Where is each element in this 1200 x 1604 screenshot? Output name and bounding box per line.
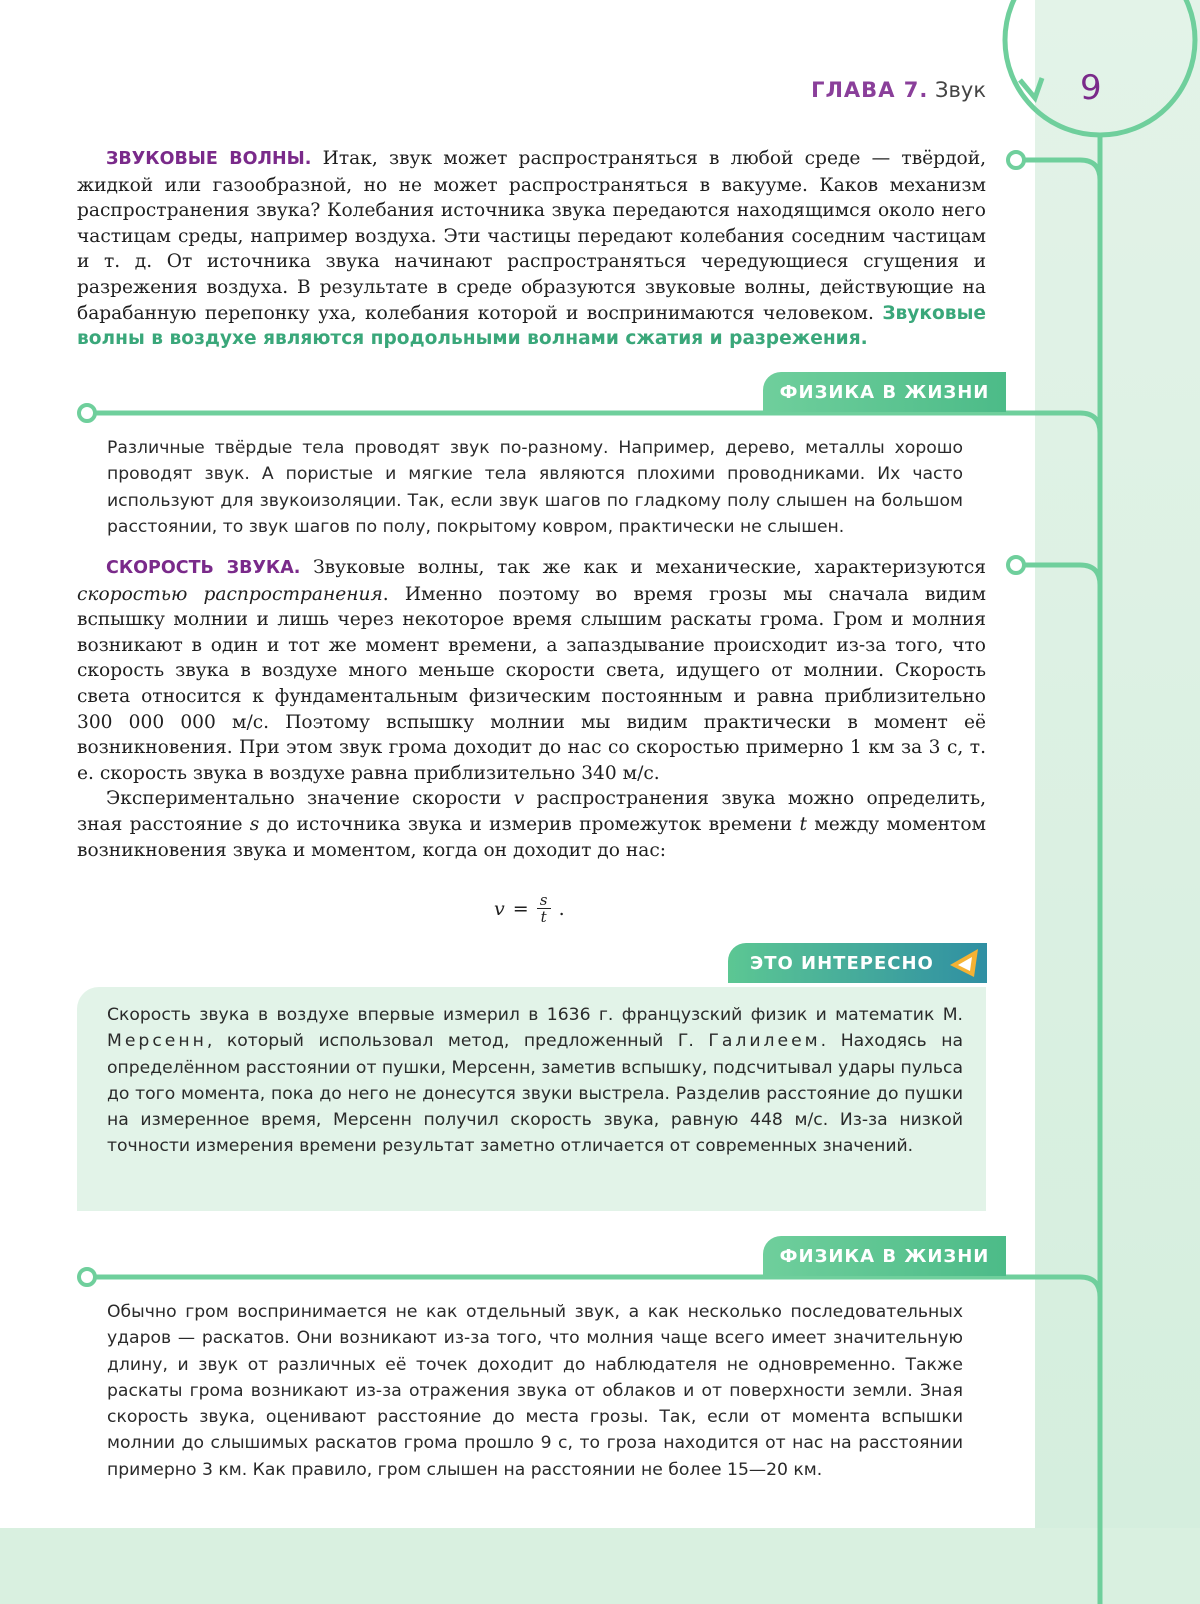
formula-equals: = bbox=[512, 897, 529, 920]
chapter-title: Звук bbox=[935, 78, 986, 102]
text: Скорость звука в воздухе впервые измерил в 1636 г. французский физик и математик М. bbox=[107, 1005, 963, 1025]
text: , который использовал метод, предложенный Г. bbox=[206, 1031, 709, 1052]
physics-in-life-badge: ФИЗИКА В ЖИЗНИ bbox=[763, 1236, 1006, 1276]
speed-formula bbox=[494, 892, 565, 925]
formula-period: . bbox=[558, 897, 565, 920]
bullet-icon bbox=[79, 405, 95, 421]
physics-in-life-badge: ФИЗИКА В ЖИЗНИ bbox=[763, 372, 1006, 412]
fraction bbox=[537, 892, 551, 925]
key-statement: Звуковые волны в воздухе являются продольными волнами сжатия и разрежения. bbox=[77, 302, 986, 350]
text: . Находясь на определённом расстоянии от пушки, Мерсенн, заметив вспышку, подсчитывал удары пульса до того момента, пока до него не донесутся звуки выстрела. Разделив расстояние до пушки на измеренное время, Мерсенн получил скорость звука, равную 448 м/с. Из-за низкой точности измерения времени результат заметно отличается от современных значений. bbox=[107, 1031, 963, 1157]
section-sound-waves bbox=[77, 146, 986, 352]
paragraph-text: . Именно поэтому во время грозы мы сначала видим вспышку молнии и лишь через некоторое время слышим раскаты грома. Гром и молния возникают в один и тот же момент времени, а запаздывание происходит из-за того, что скорость звука в воздухе много меньше скорости света, идущего от молнии. Скорость света относится к фундаментальным физическим постоянным и равна приблизительно 300 000 000 м/с. Поэтому вспышку молнии мы видим практически в момент её возникновения. При этом звук грома доходит до нас со скоростью примерно 1 км за 3 с, т. е. скорость звука в воздухе равна приблизительно 340 м/с. bbox=[77, 583, 986, 784]
var-s: s bbox=[249, 813, 260, 835]
impossible-triangle-icon bbox=[946, 947, 982, 979]
italic-term: скоростью распространения bbox=[77, 583, 383, 605]
page-number: 9 bbox=[1080, 68, 1102, 108]
paragraph-text: до источника звука и измерив промежуток времени bbox=[259, 813, 800, 835]
physics-in-life-text: Различные твёрдые тела проводят звук по-разному. Например, дерево, металлы хорошо проводят звук. А пористые и мягкие тела являются плохими проводниками. Их часто используют для звукоизоляции. Так, если звук шагов по гладкому полу слышен на большом расстоянии, то звук шагов по полу, покрытому ковром, практически не слышен. bbox=[107, 438, 963, 537]
bullet-icon bbox=[1008, 557, 1024, 573]
bullet-icon bbox=[1008, 152, 1024, 168]
physics-in-life-text: Обычно гром воспринимается не как отдельный звук, а как несколько последовательных ударов — раскатов. Они возникают из-за того, что молния чаще всего имеет значительную длину, и звук от различных её точек доходит до наблюдателя не одновременно. Также раскаты грома возникают из-за отражения звука от облаков и от поверхности земли. Зная скорость звука, оценивают расстояние до места грозы. Так, если от момента вспышки молнии до слышимых раскатов грома прошло 9 с, то гроза находится от нас на расстоянии примерно 3 км. Как правило, гром слышен на расстоянии не более 15—20 км. bbox=[107, 1302, 963, 1480]
section-speed-of-sound bbox=[77, 555, 986, 863]
var-v: v bbox=[513, 788, 525, 810]
paragraph-text: между моментом возникновения звука и моментом, когда он доходит до нас: bbox=[77, 813, 986, 861]
bullet-icon bbox=[79, 1269, 95, 1285]
paragraph-text: Звуковые волны, так же как и механические, характеризуются bbox=[300, 557, 986, 578]
person-name: Мерсенн bbox=[107, 1031, 207, 1052]
badge-label: ЭТО ИНТЕРЕСНО bbox=[750, 952, 934, 974]
person-name: Галилеем bbox=[708, 1031, 821, 1052]
interesting-badge bbox=[728, 943, 987, 983]
paragraph-text: Экспериментально значение скорости bbox=[106, 788, 514, 810]
var-t: t bbox=[799, 813, 807, 835]
denominator: t bbox=[540, 908, 547, 926]
paragraph-text: Итак, звук может распространяться в любой среде — твёрдой, жидкой или газообразной, но не может распространяться в вакууме. Каков механизм распространения звука? Колебания источника звука передаются находящимся около него частицам среды, например воздуха. Эти частицы передают колебания соседним частицам и т. д. От источника звука начинают распространяться чередующиеся сгущения и разрежения воздуха. В результате в среде образуются звуковые волны, действующие на барабанную перепонку уха, колебания которой и воспринимаются человеком. bbox=[77, 148, 987, 324]
paragraph-text: распространения звука можно определить, зная расстояние bbox=[77, 788, 987, 835]
interesting-text bbox=[107, 1002, 963, 1160]
chapter-label: ГЛАВА 7. bbox=[811, 78, 929, 102]
section-heading: ЗВУКОВЫЕ ВОЛНЫ. bbox=[106, 149, 312, 169]
section-heading: СКОРОСТЬ ЗВУКА. bbox=[106, 558, 301, 578]
formula-lhs: v bbox=[494, 897, 505, 920]
running-header bbox=[811, 78, 986, 102]
numerator: s bbox=[539, 891, 548, 909]
